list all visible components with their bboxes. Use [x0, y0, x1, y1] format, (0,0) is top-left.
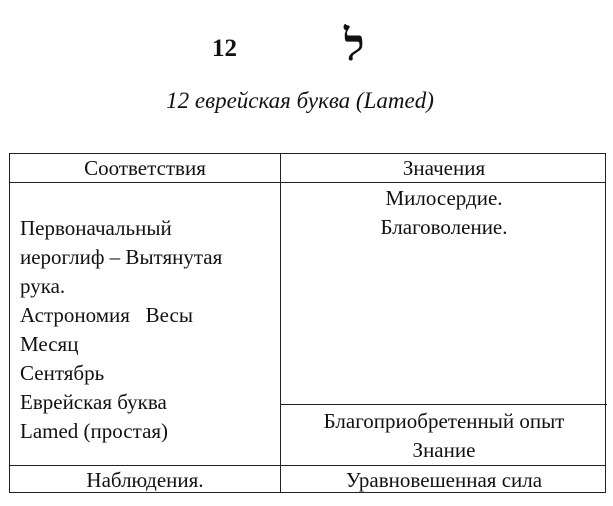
text-line: Благоволение.: [380, 215, 508, 239]
text-line: Знание: [412, 438, 476, 462]
col-left-header: Соответствия: [84, 156, 206, 180]
correspondence-table: [9, 153, 606, 493]
text-line: Еврейская буква: [20, 390, 167, 414]
meanings-top-text: [281, 184, 607, 242]
text-line: Астрономия Весы: [20, 303, 193, 327]
text-line: Сентябрь: [20, 361, 105, 385]
text-line: Благоприобретенный опыт: [323, 409, 565, 433]
text-line: Первоначальный: [20, 216, 172, 240]
col-right-header: Значения: [402, 156, 486, 180]
caption: 12 еврейская буква (Lamed): [166, 88, 434, 113]
text-line: Месяц: [20, 332, 79, 356]
letter-number: 12: [212, 35, 237, 62]
correspondences-text: [20, 214, 222, 446]
footer-left: Наблюдения.: [86, 468, 204, 492]
meanings-bottom-text: [281, 407, 607, 465]
hebrew-letter: ל: [344, 21, 365, 70]
text-line: иероглиф – Вытянутая: [20, 245, 223, 269]
text-line: Милосердие.: [385, 186, 503, 210]
text-line: рука.: [20, 274, 66, 298]
footer-right: Уравновешенная сила: [345, 468, 543, 492]
right-divider: [280, 404, 607, 405]
text-line: Lamed (простая): [20, 419, 169, 443]
